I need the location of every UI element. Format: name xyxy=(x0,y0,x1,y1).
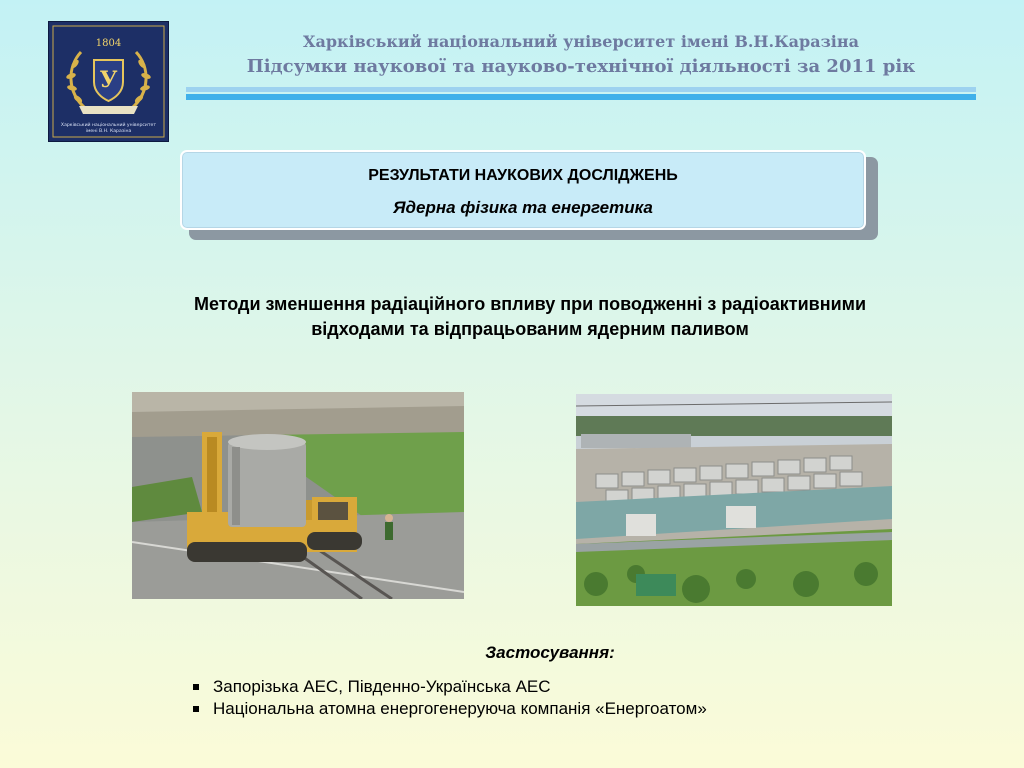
svg-text:імені В.Н. Каразіна: імені В.Н. Каразіна xyxy=(85,129,132,134)
header-divider-dark xyxy=(186,94,976,100)
svg-text:У: У xyxy=(99,67,118,93)
university-name: Харківський національний університет імені В.Н.Каразіна xyxy=(303,32,859,51)
svg-text:Харківський національний уніве: Харківський національний університет xyxy=(60,123,157,128)
section-banner xyxy=(180,150,866,230)
dry-storage-facility-photo xyxy=(576,394,892,606)
list-item xyxy=(193,698,707,720)
list-item-text: Національна атомна енергогенеруюча компанія «Енергоатом» xyxy=(213,699,707,718)
list-item xyxy=(193,676,707,698)
university-emblem-icon xyxy=(49,22,168,141)
main-heading-line2: відходами та відпрацьованим ядерним паливом xyxy=(311,319,749,339)
list-item-text: Запорізька АЕС, Південно-Українська АЕС xyxy=(213,677,551,696)
main-heading-line1: Методи зменшення радіаційного впливу при поводженні з радіоактивними xyxy=(193,294,867,314)
applications-heading: Застосування: xyxy=(485,643,615,662)
banner-title: РЕЗУЛЬТАТИ НАУКОВИХ ДОСЛІДЖЕНЬ xyxy=(368,167,678,184)
transporter-photo xyxy=(132,392,464,599)
header-divider-light xyxy=(186,87,976,92)
storage-facility-photo xyxy=(576,394,892,606)
applications-list xyxy=(193,676,707,720)
svg-text:1804: 1804 xyxy=(95,38,122,49)
bullet-icon xyxy=(193,706,199,712)
report-title: Підсумки наукової та науково-технічної діяльності за 2011 рік xyxy=(246,56,916,77)
bullet-icon xyxy=(193,684,199,690)
main-heading xyxy=(80,292,980,342)
banner-subtitle: Ядерна фізика та енергетика xyxy=(393,198,653,217)
university-logo xyxy=(48,21,169,142)
spent-fuel-transporter-photo xyxy=(132,392,464,599)
